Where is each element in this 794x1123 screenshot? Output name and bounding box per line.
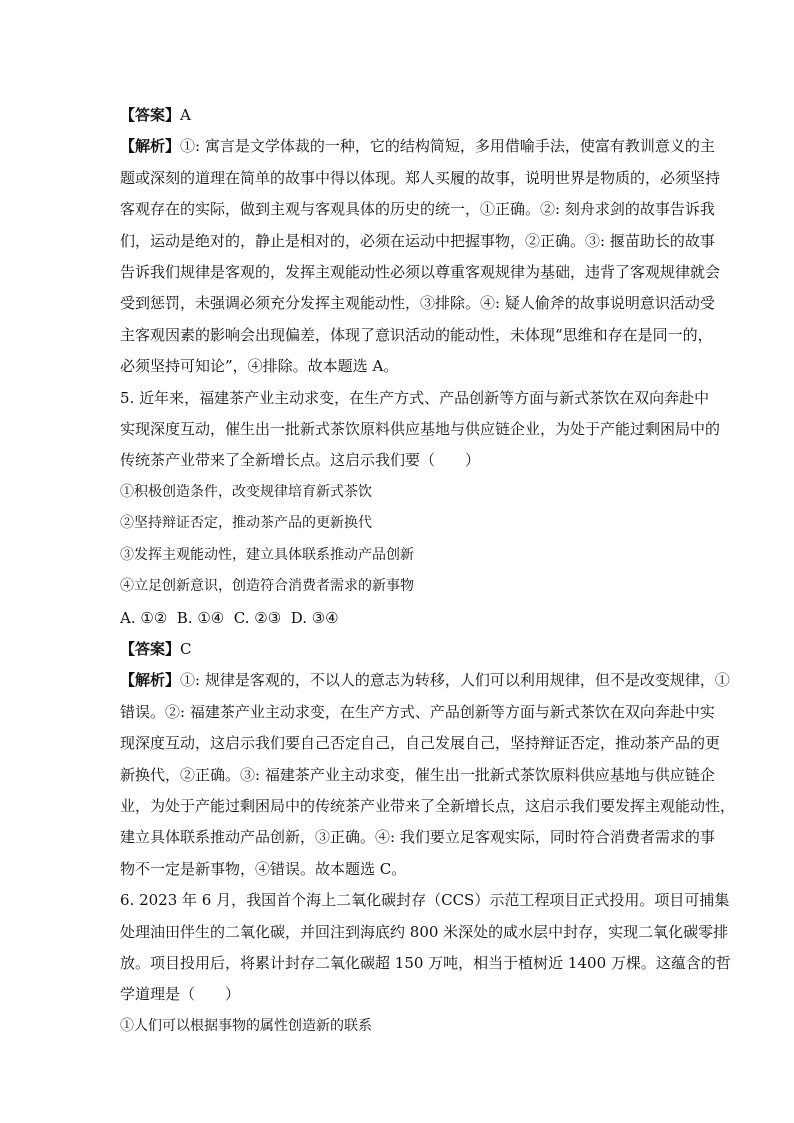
analysis-text: 主客观因素的影响会出现偏差，体现了意识活动的能动性，未体现“思维和存在是同一的， xyxy=(120,325,713,344)
document-page xyxy=(120,100,736,1042)
analysis-text: 们，运动是绝对的，静止是相对的，必须在运动中把握事物，②正确。③: 揠苗助长的故事 xyxy=(120,231,715,250)
analysis-text: 客观存在的实际，做到主观与客观具体的历史的统一，①正确。②: 刻舟求剑的故事告诉我 xyxy=(120,200,715,219)
answer-choices: A. ①② B. ①④ C. ②③ D. ③④ xyxy=(120,608,339,627)
question-stem: 放。项目投用后，将累计封存二氧化碳超 150 万吨，相当于植树近 1400 万棵。这蕴含的哲 xyxy=(120,953,731,972)
option-item: ③发挥主观能动性，建立具体联系推动产品创新 xyxy=(120,546,414,563)
analysis-text: 现深度互动，这启示我们要自己否定自己，自己发展自己，坚持辩证否定，推动茶产品的更 xyxy=(120,734,721,753)
analysis-text: 题或深刻的道理在简单的故事中得以体现。郑人买履的故事，说明世界是物质的，必须坚持 xyxy=(120,168,721,187)
analysis-label: 【解析】 xyxy=(120,671,181,690)
answer-label: 【答案】 xyxy=(120,639,181,658)
option-item: ①人们可以根据事物的属性创造新的联系 xyxy=(120,1017,372,1034)
option-item: ④立足创新意识，创造符合消费者需求的新事物 xyxy=(120,578,414,595)
analysis-line xyxy=(120,665,730,696)
analysis-text: 业，为处于产能过剩困局中的传统茶产业带来了全新增长点，这启示我们要发挥主观能动性， xyxy=(120,796,736,815)
answer-line xyxy=(120,100,680,131)
question-stem: 学道理是（ ） xyxy=(120,985,241,1004)
analysis-text: 新换代，②正确。③: 福建茶产业主动求变，催生出一批新式茶饮原料供应基地与供应链企 xyxy=(120,765,715,784)
answer-value: C xyxy=(180,639,192,658)
answer-label: 【答案】 xyxy=(120,106,181,124)
question-stem: 6. 2023 年 6 月，我国首个海上二氧化碳封存（CCS）示范工程项目正式投用。项目可捕集 xyxy=(120,891,730,910)
analysis-text: 必须坚持可知论”，④排除。故本题选 A。 xyxy=(120,357,399,376)
analysis-text: 受到惩罚，未强调必须充分发挥主观能动性，③排除。④: 疑人偷斧的故事说明意识活动受 xyxy=(120,294,715,313)
answer-value: A xyxy=(180,106,191,124)
question-stem: 处理油田伴生的二氧化碳，并回注到海底约 800 米深处的咸水层中封存，实现二氧化碳零排 xyxy=(120,922,729,941)
analysis-label: 【解析】 xyxy=(120,137,181,156)
analysis-text: 错误。②: 福建茶产业主动求变，在生产方式、产品创新等方面与新式茶饮在双向奔赴中实 xyxy=(120,702,715,721)
analysis-line xyxy=(120,131,715,162)
option-item: ①积极创造条件，改变规律培育新式茶饮 xyxy=(120,483,372,500)
question-stem: 传统茶产业带来了全新增长点。这启示我们要（ ） xyxy=(120,451,481,470)
answer-line xyxy=(120,634,680,665)
analysis-text: ①: 规律是客观的，不以人的意志为转移，人们可以利用规律，但不是改变规律，① xyxy=(180,671,730,690)
analysis-text: 告诉我们规律是客观的，发挥主观能动性必须以尊重客观规律为基础，违背了客观规律就会 xyxy=(120,263,721,282)
question-stem: 5. 近年来，福建茶产业主动求变，在生产方式、产品创新等方面与新式茶饮在双向奔赴中 xyxy=(120,388,710,407)
question-stem: 实现深度互动，催生出一批新式茶饮原料供应基地与供应链企业，为处于产能过剩困局中的 xyxy=(120,420,721,439)
option-item: ②坚持辩证否定，推动茶产品的更新换代 xyxy=(120,515,372,532)
analysis-text: 建立具体联系推动产品创新，③正确。④: 我们要立足客观实际，同时符合消费者需求的事 xyxy=(120,828,715,847)
analysis-text: ①: 寓言是文学体裁的一种，它的结构简短，多用借喻手法，使富有教训意义的主 xyxy=(180,137,715,156)
analysis-text: 物不一定是新事物，④错误。故本题选 C。 xyxy=(120,859,407,878)
